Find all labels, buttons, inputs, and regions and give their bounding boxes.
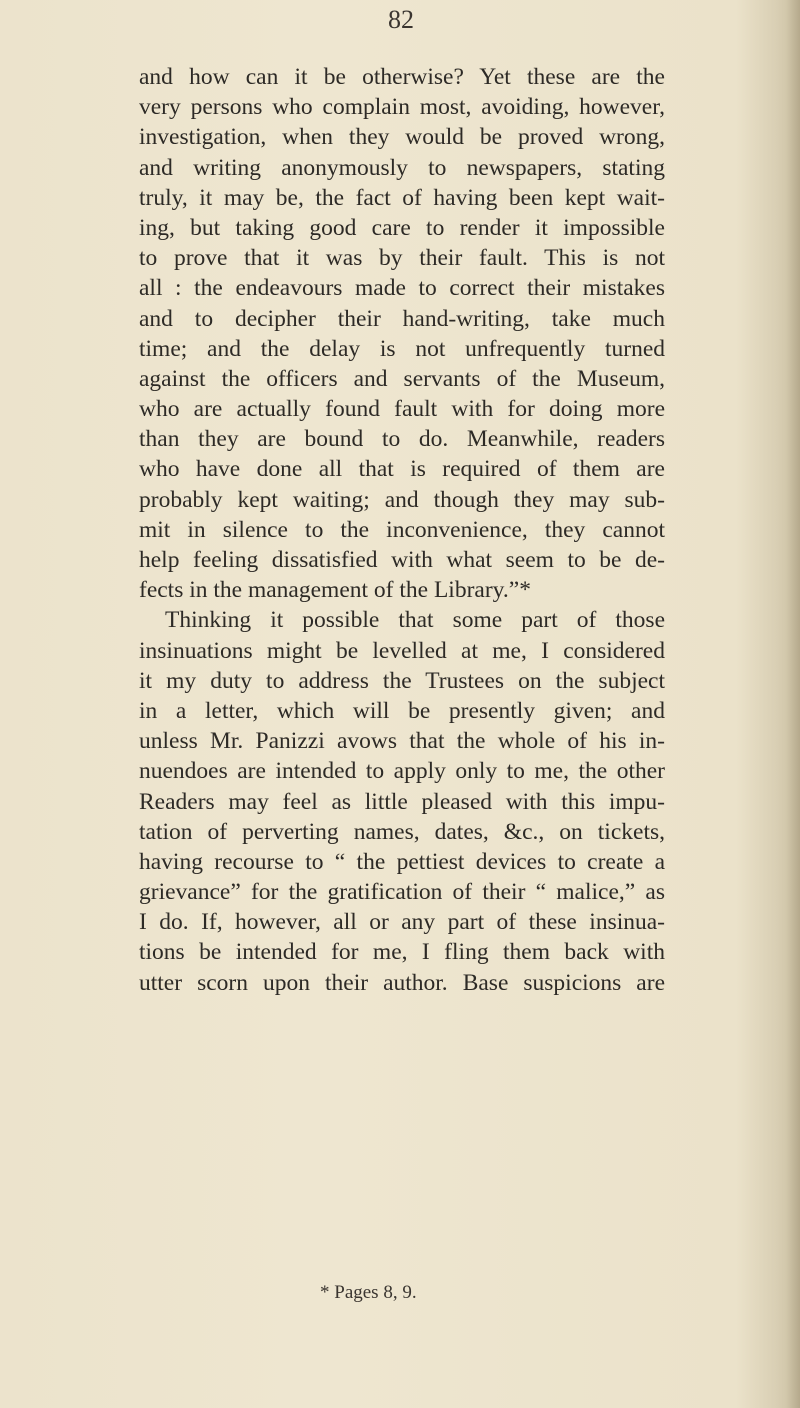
page-number: 82: [388, 5, 414, 34]
text-line: fects in the management of the Library.”*: [139, 577, 531, 604]
text-line: tions be intended for me, I fling them back with: [139, 939, 665, 966]
text-line: and to decipher their hand-writing, take much: [139, 305, 665, 332]
text-line: Thinking it possible that some part of those: [165, 607, 665, 634]
text-line: who have done all that is required of them are: [139, 456, 665, 483]
footnote: * Pages 8, 9.: [320, 1282, 417, 1303]
text-line: investigation, when they would be proved wrong,: [139, 124, 665, 151]
text-line: mit in silence to the inconvenience, they cannot: [139, 516, 665, 543]
text-line: ing, but taking good care to render it impossible: [139, 214, 665, 241]
text-line: insinuations might be levelled at me, I considered: [139, 637, 665, 664]
text-line: unless Mr. Panizzi avows that the whole of his in-: [139, 728, 665, 755]
text-line: I do. If, however, all or any part of these insinua-: [139, 909, 665, 936]
text-line: grievance” for the gratification of their “ malice,” as: [139, 879, 665, 906]
text-line: utter scorn upon their author. Base suspicions are: [139, 969, 665, 996]
text-line: truly, it may be, the fact of having been kept wait-: [139, 184, 665, 211]
text-line: all : the endeavours made to correct their mistakes: [139, 275, 665, 302]
body-text: [139, 62, 665, 998]
text-line: in a letter, which will be presently given; and: [139, 697, 665, 724]
text-line: and how can it be otherwise? Yet these are the: [139, 64, 665, 90]
text-line: it my duty to address the Trustees on the subject: [139, 667, 665, 694]
page-edge-shadow: [786, 0, 800, 1408]
text-line: than they are bound to do. Meanwhile, readers: [139, 426, 665, 453]
text-line: who are actually found fault with for doing more: [139, 396, 665, 423]
text-line: time; and the delay is not unfrequently turned: [139, 335, 665, 362]
text-line: and writing anonymously to newspapers, stating: [139, 154, 665, 181]
text-line: help feeling dissatisfied with what seem to be de-: [139, 547, 665, 573]
text-line: to prove that it was by their fault. This is not: [139, 245, 665, 272]
text-line: probably kept waiting; and though they may sub-: [139, 486, 665, 513]
text-line: against the officers and servants of the Museum,: [139, 365, 665, 392]
text-line: nuendoes are intended to apply only to me, the other: [139, 758, 665, 785]
text-line: having recourse to “ the pettiest devices to create a: [139, 848, 665, 875]
text-line: very persons who complain most, avoiding, however,: [139, 94, 665, 121]
text-line: Readers may feel as little pleased with this impu-: [139, 788, 665, 815]
text-line: tation of perverting names, dates, &c., on tickets,: [139, 818, 665, 845]
